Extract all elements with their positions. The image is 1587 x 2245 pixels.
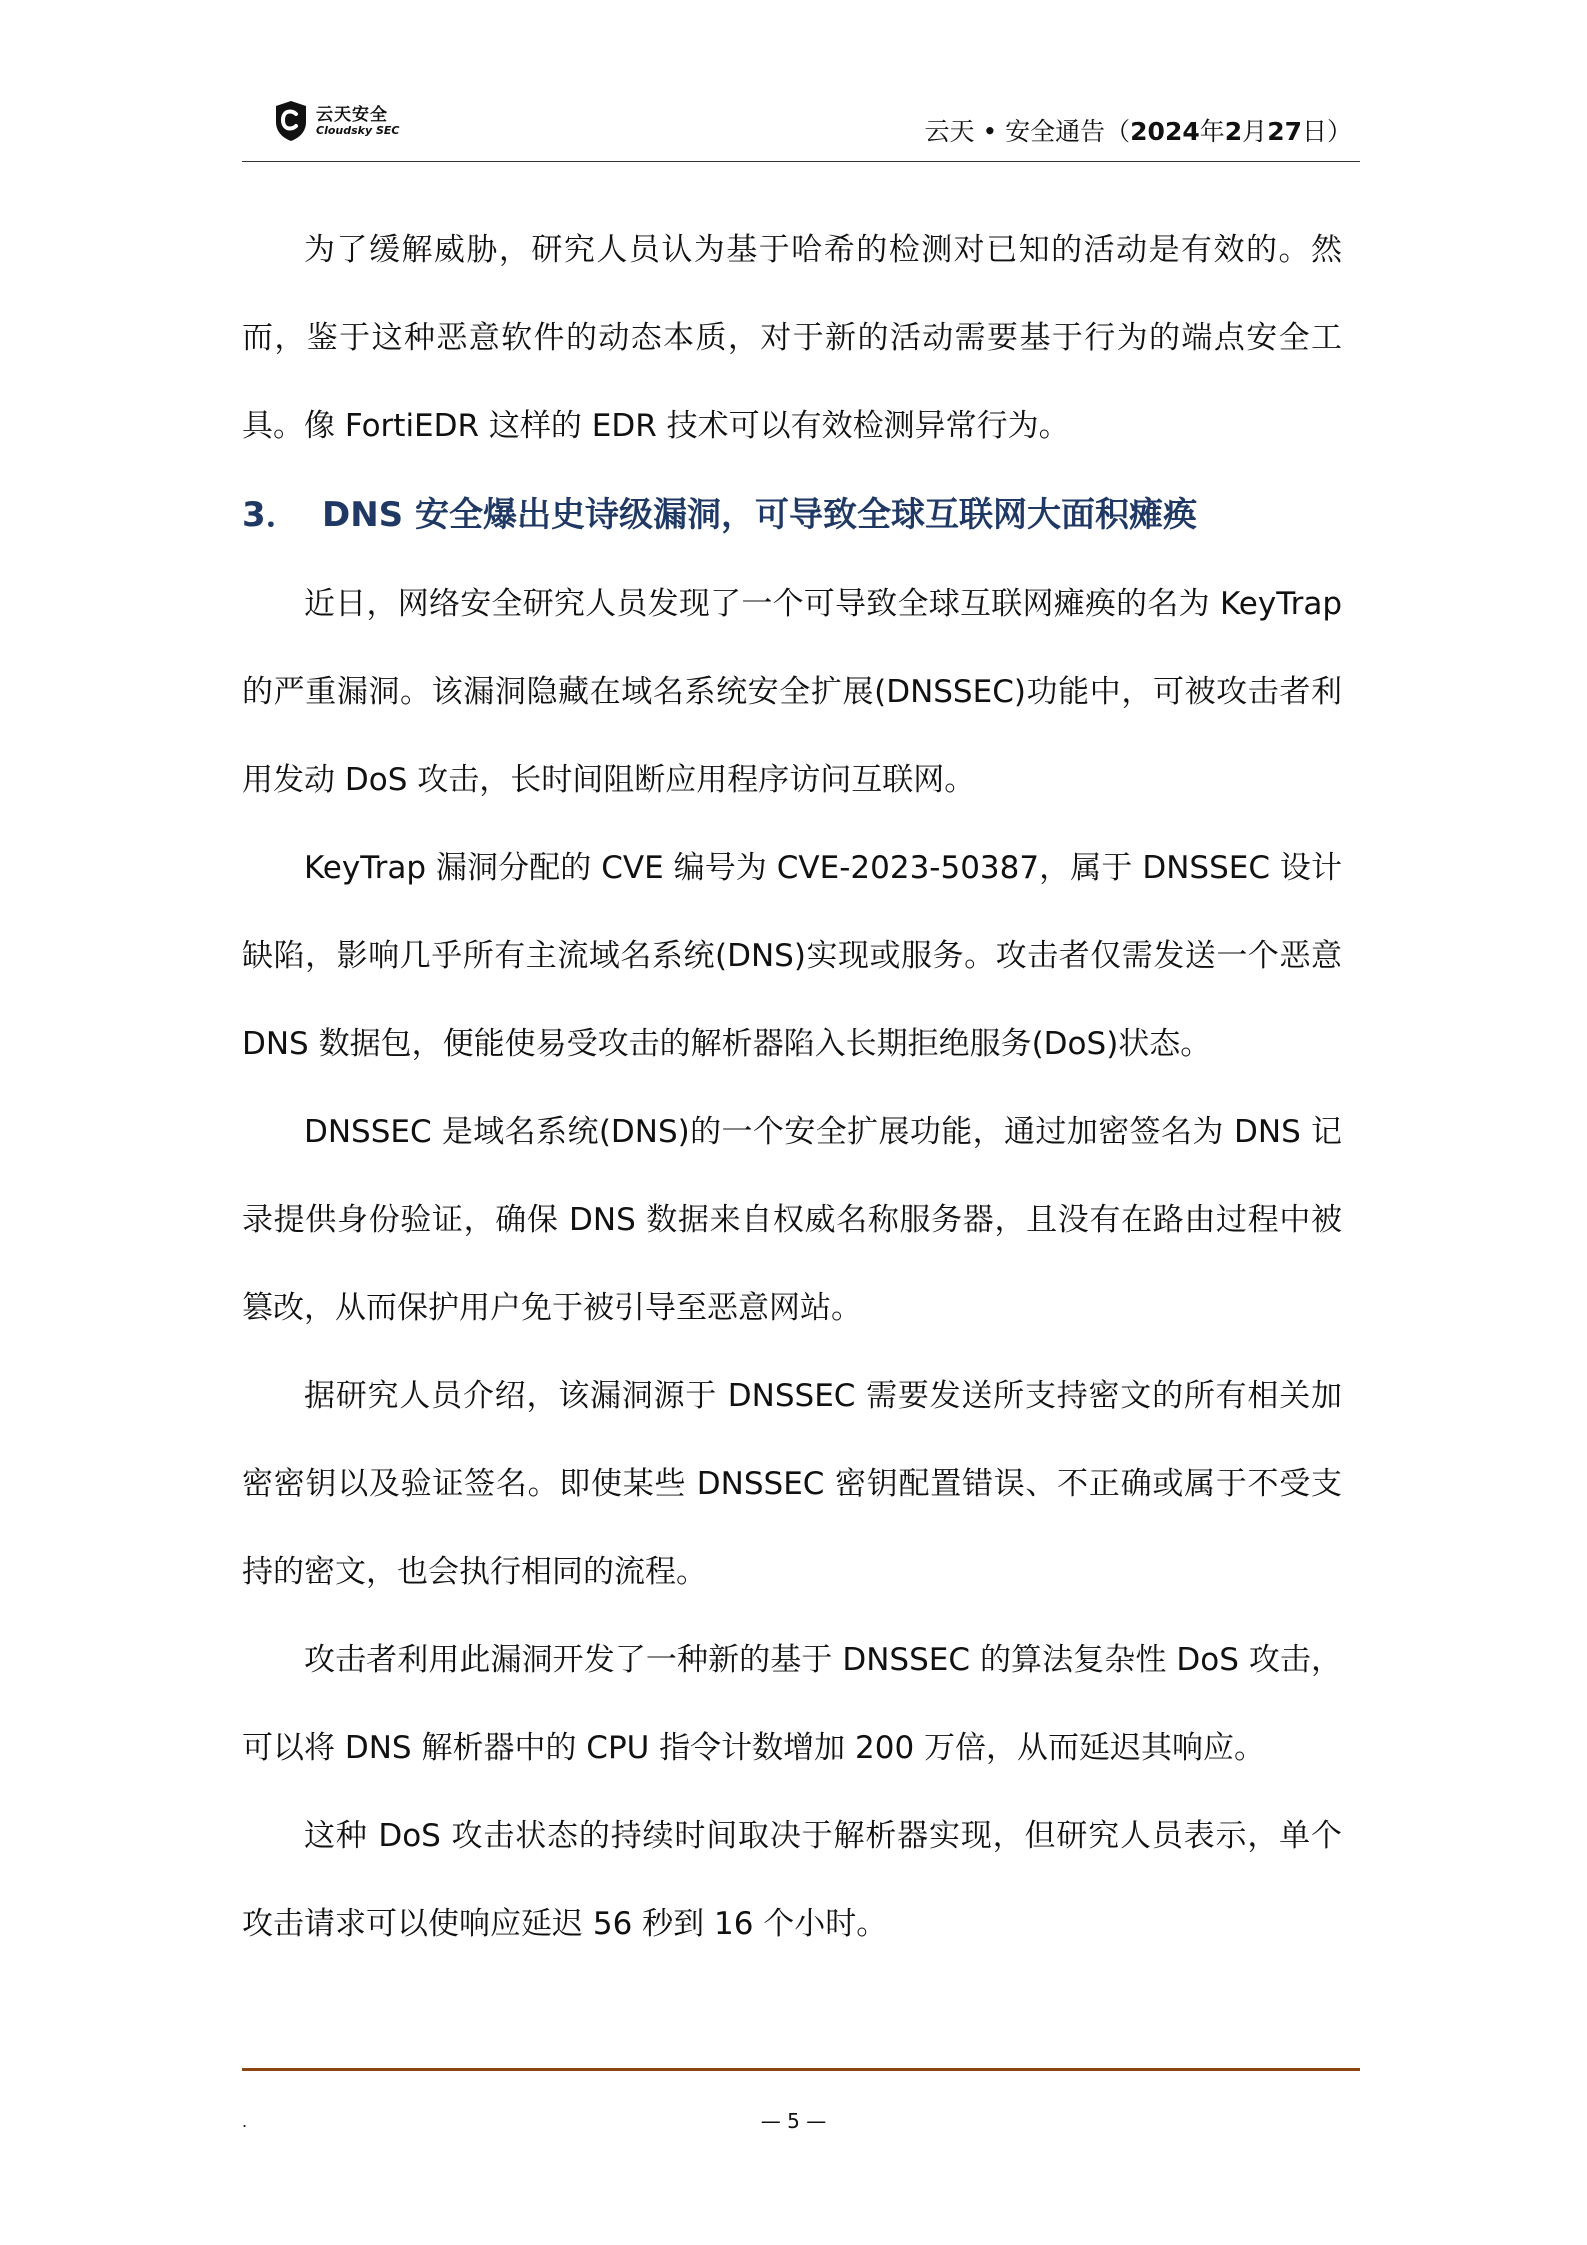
shield-logo-icon <box>274 100 308 142</box>
body-paragraph: 近日，网络安全研究人员发现了一个可导致全球互联网瘫痪的名为 KeyTrap 的严重漏洞。该漏洞隐藏在域名系统安全扩展(DNSSEC)功能中，可被攻击者利用发动 DoS 攻击，长时间阻断应用程序访问互联网。 <box>242 586 1342 798</box>
header-title-month: 2 <box>1224 117 1243 146</box>
footer-divider <box>242 2068 1360 2071</box>
header-title-prefix: 云天 • 安全通告（ <box>924 117 1131 146</box>
section-title: DNS 安全爆出史诗级漏洞，可导致全球互联网大面积瘫痪 <box>322 495 1198 535</box>
header-title <box>925 112 1352 148</box>
footer-mark: . <box>242 2112 248 2131</box>
logo-english-text: Cloudsky SEC <box>316 124 400 137</box>
header-title-suffix: 日） <box>1301 117 1352 146</box>
body-paragraph: 据研究人员介绍，该漏洞源于 DNSSEC 需要发送所支持密文的所有相关加密密钥以及验证签名。即使某些 DNSSEC 密钥配置错误、不正确或属于不受支持的密文，也会执行相同的流程。 <box>242 1378 1342 1590</box>
page-number: — 5 — <box>760 2109 827 2133</box>
page-header <box>242 98 1360 164</box>
header-title-year: 2024 <box>1130 117 1200 146</box>
header-title-day: 27 <box>1267 117 1302 146</box>
body-paragraph: KeyTrap 漏洞分配的 CVE 编号为 CVE-2023-50387，属于 DNSSEC 设计缺陷，影响几乎所有主流域名系统(DNS)实现或服务。攻击者仅需发送一个恶意 DNS 数据包，便能使易受攻击的解析器陷入长期拒绝服务(DoS)状态。 <box>242 850 1342 1062</box>
body-paragraph: 这种 DoS 攻击状态的持续时间取决于解析器实现，但研究人员表示，单个攻击请求可以使响应延迟 56 秒到 16 个小时。 <box>242 1818 1342 1942</box>
logo-chinese-text: 云天安全 <box>316 105 388 125</box>
body-paragraph: 攻击者利用此漏洞开发了一种新的基于 DNSSEC 的算法复杂性 DoS 攻击，可以将 DNS 解析器中的 CPU 指令计数增加 200 万倍，从而延迟其响应。 <box>242 1642 1342 1766</box>
section-number: 3． <box>242 495 300 535</box>
page-content <box>242 206 1342 1968</box>
header-title-year-unit: 年 <box>1199 117 1225 146</box>
section-heading <box>242 470 1342 560</box>
header-divider <box>242 161 1360 162</box>
intro-paragraph: 为了缓解威胁，研究人员认为基于哈希的检测对已知的活动是有效的。然而，鉴于这种恶意软件的动态本质，对于新的活动需要基于行为的端点安全工具。像 FortiEDR 这样的 EDR 技术可以有效检测异常行为。 <box>242 232 1342 444</box>
header-title-month-unit: 月 <box>1242 117 1268 146</box>
cloudsky-logo <box>274 98 474 148</box>
body-paragraph: DNSSEC 是域名系统(DNS)的一个安全扩展功能，通过加密签名为 DNS 记录提供身份验证，确保 DNS 数据来自权威名称服务器，且没有在路由过程中被篡改，从而保护用户免于被引导至恶意网站。 <box>242 1114 1342 1326</box>
